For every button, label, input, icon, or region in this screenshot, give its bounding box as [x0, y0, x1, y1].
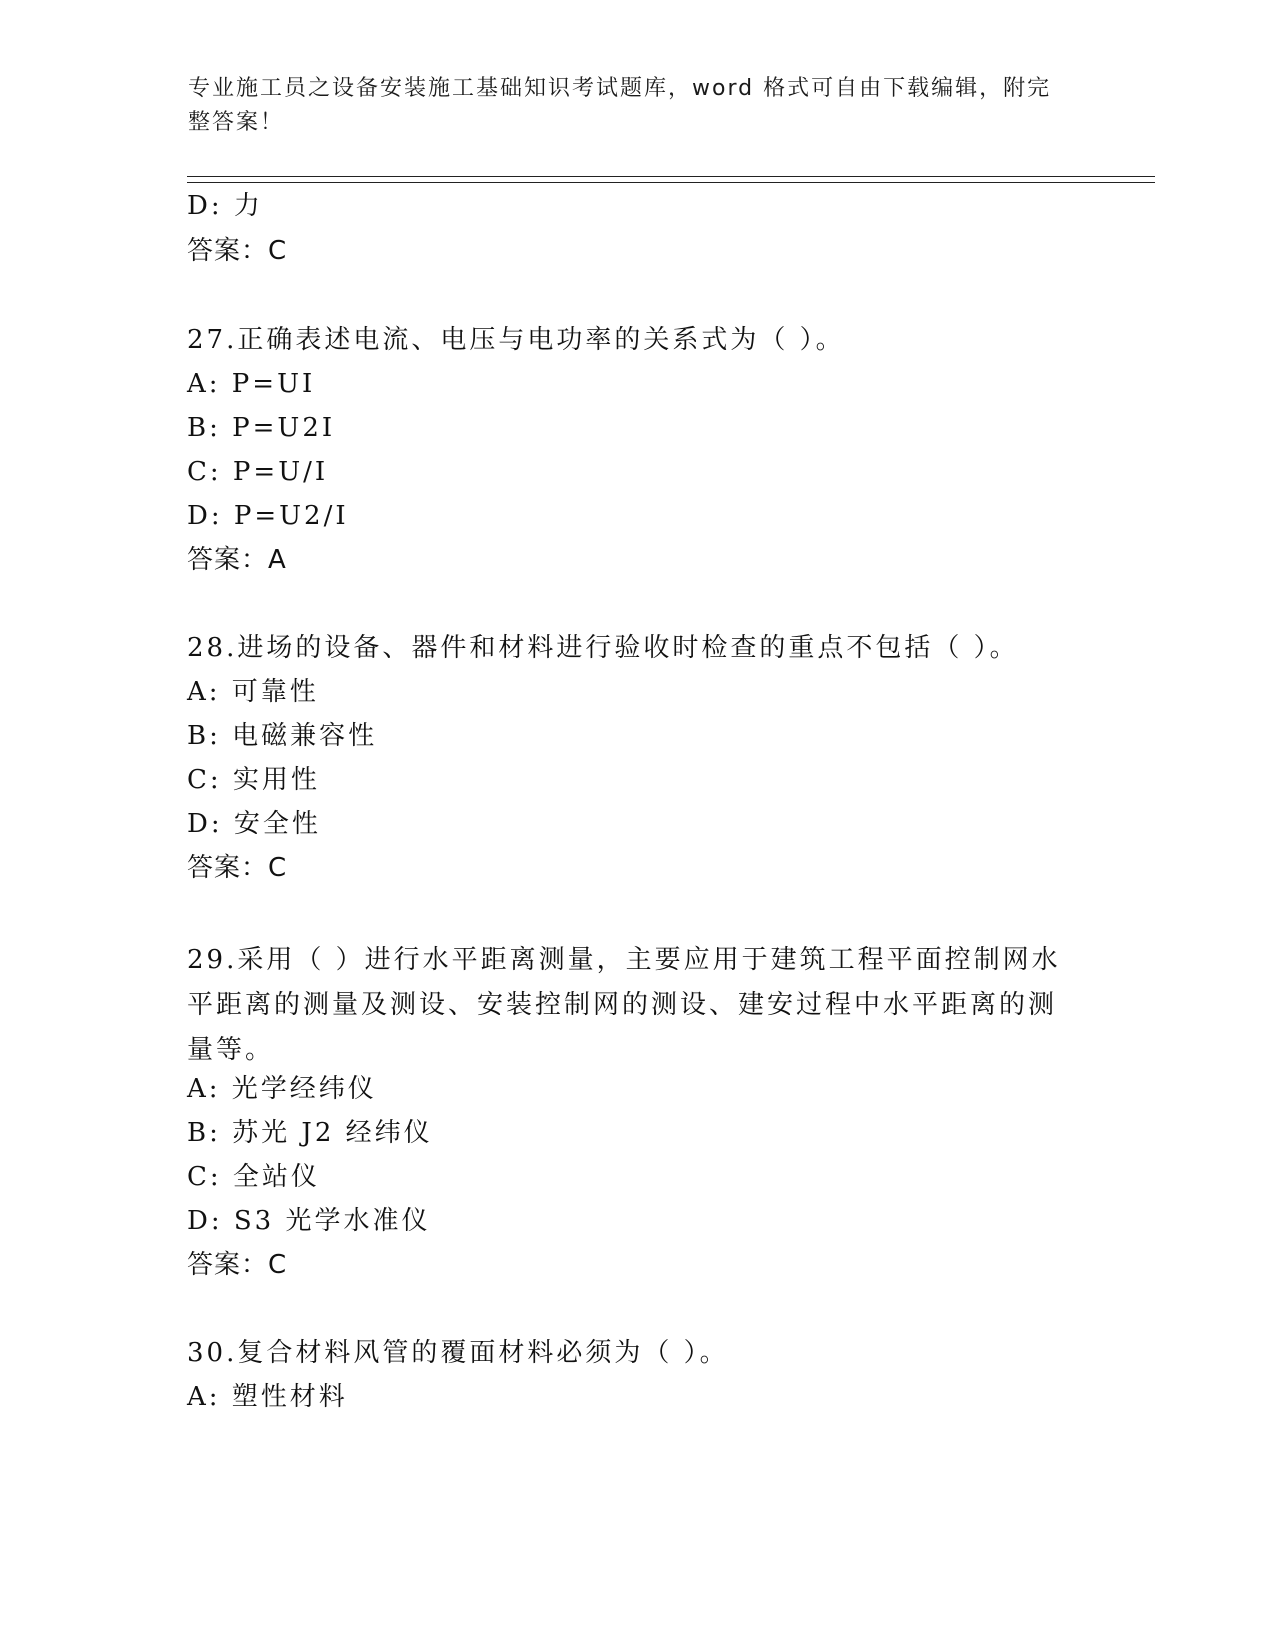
q27-option-a: A: P=UI — [187, 369, 316, 399]
q30-option-a: A: 塑性材料 — [187, 1382, 348, 1412]
header-divider-top — [187, 176, 1155, 177]
q29-option-a: A: 光学经纬仪 — [187, 1074, 377, 1104]
q29-option-c: C: 全站仪 — [187, 1162, 320, 1192]
q28-option-c: C: 实用性 — [187, 765, 320, 795]
q27-answer: 答案：A — [187, 545, 287, 575]
q28-option-a: A: 可靠性 — [187, 677, 319, 707]
page-header: 专业施工员之设备安装施工基础知识考试题库，word 格式可自由下载编辑，附完整答案！ — [188, 76, 1052, 135]
q28-option-b: B: 电磁兼容性 — [187, 721, 378, 751]
q28-stem: 28.进场的设备、器件和材料进行验收时检查的重点不包括（ ）。 — [187, 633, 1019, 663]
q29-option-b: B: 苏光 J2 经纬仪 — [187, 1118, 433, 1148]
q29-stem: 29.采用（ ）进行水平距离测量，主要应用于建筑工程平面控制网水平距离的测量及测设、安装控制网的测设、建安过程中水平距离的测量等。 — [187, 945, 1061, 1065]
prev-option-d: D: 力 — [187, 191, 263, 221]
q30-stem: 30.复合材料风管的覆面材料必须为（ ）。 — [187, 1338, 729, 1368]
q29-answer: 答案：C — [187, 1250, 288, 1280]
q27-option-d: D: P=U2/I — [187, 501, 349, 531]
q28-option-d: D: 安全性 — [187, 809, 321, 839]
q29-option-d: D: S3 光学水准仪 — [187, 1206, 431, 1236]
header-divider-bottom — [187, 182, 1155, 183]
q27-stem: 27.正确表述电流、电压与电功率的关系式为（ ）。 — [187, 325, 845, 355]
prev-answer: 答案：C — [187, 236, 288, 266]
q28-answer: 答案：C — [187, 853, 288, 883]
q27-option-b: B: P=U2I — [187, 413, 336, 443]
q27-option-c: C: P=U/I — [187, 457, 329, 487]
